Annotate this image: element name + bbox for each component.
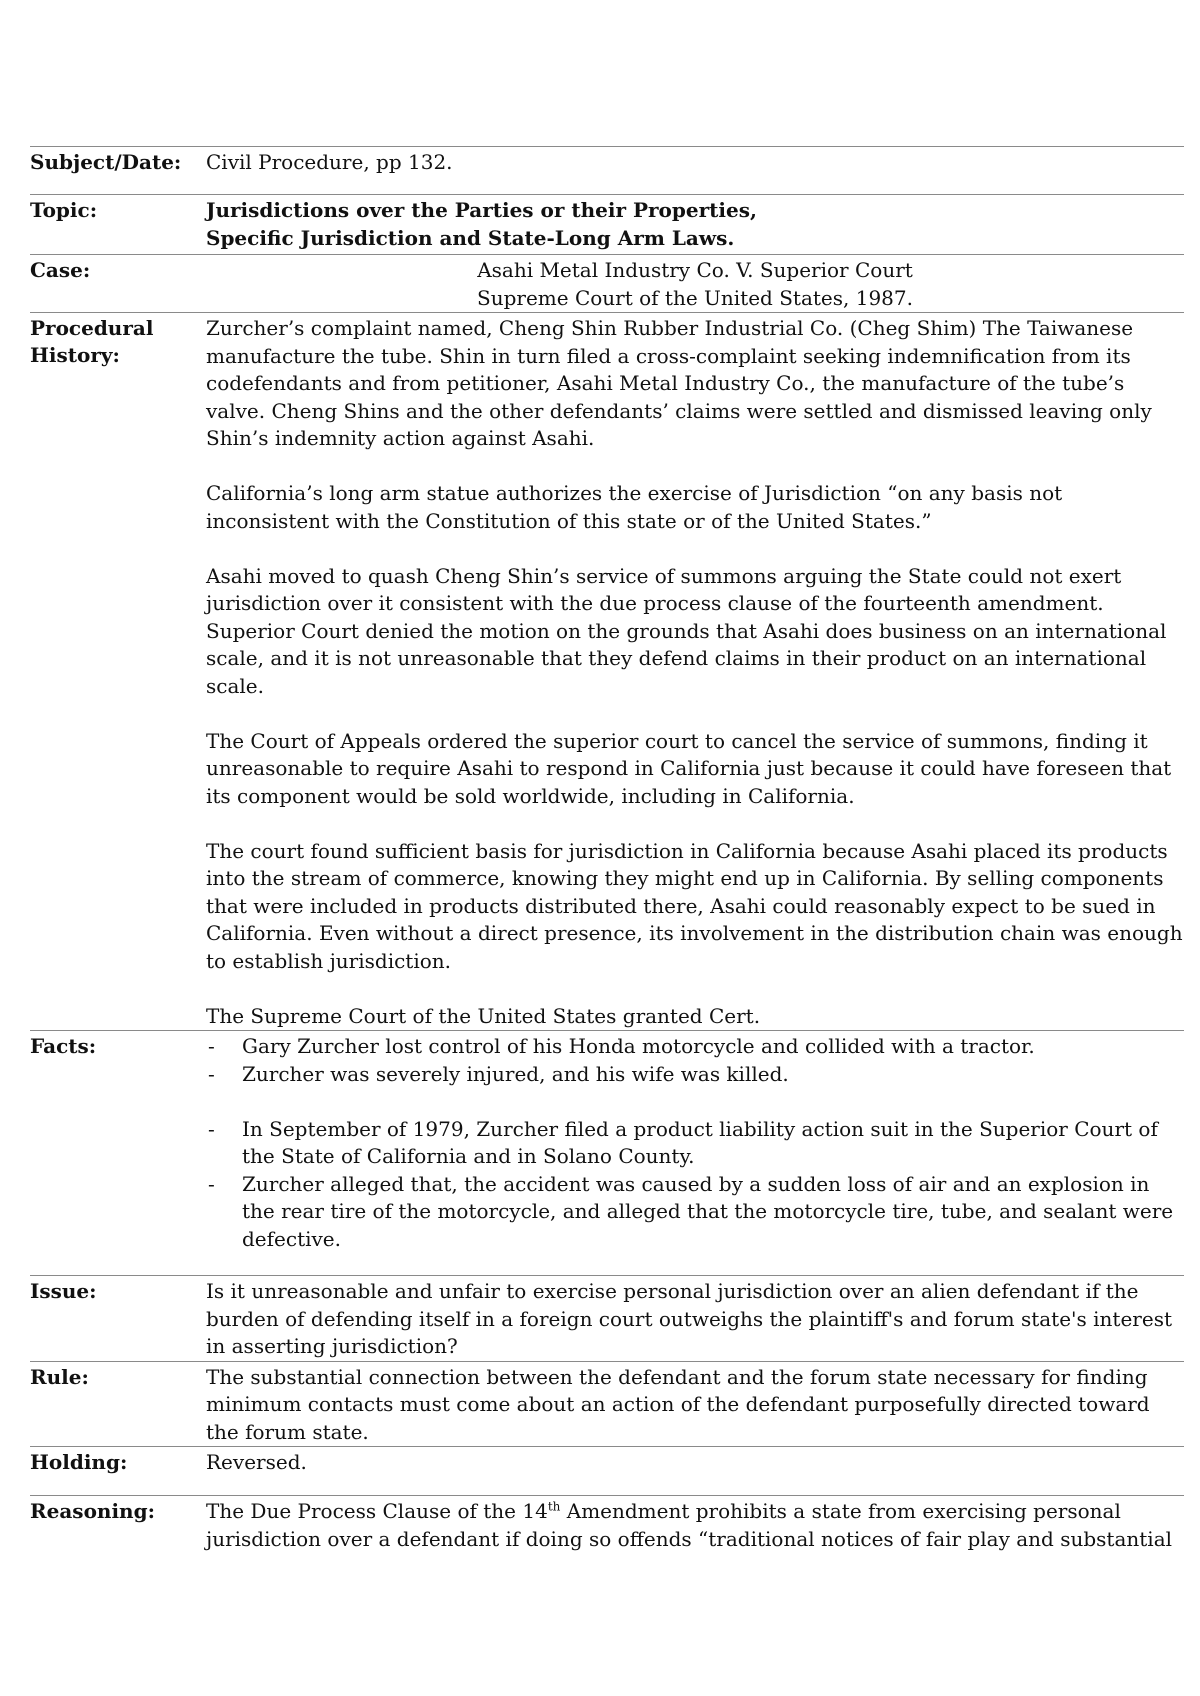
case-name: Asahi Metal Industry Co. V. Superior Court xyxy=(477,258,913,282)
issue-text: Is it unreasonable and unfair to exercise personal jurisdiction over an alien defendant if the burden of defending itself in a foreign court outweighs the plaintiff's and forum state's interest in asserting jurisdiction? xyxy=(206,1279,1173,1358)
fact-item: - Gary Zurcher lost control of his Honda motorcycle and collided with a tractor. xyxy=(206,1033,1184,1061)
reasoning-label: Reasoning: xyxy=(30,1499,155,1523)
reasoning-text-start: The Due Process Clause of the 14 xyxy=(206,1499,548,1523)
procedural-paragraph: The court found sufficient basis for jurisdiction in California because Asahi placed its products into the stream of commerce, knowing they might end up in California. By selling components that were included in products distributed there, Asahi could reasonably expect to be sued in California. Even without a direct presence, its involvement in the distribution chain was enough to establish jurisdiction. xyxy=(206,838,1183,973)
issue-label: Issue: xyxy=(30,1279,97,1303)
procedural-history-label xyxy=(30,313,206,1030)
facts-list-group-1 xyxy=(206,1033,1184,1088)
facts-label: Facts: xyxy=(30,1034,97,1058)
case-value xyxy=(206,255,1184,312)
case-court: Supreme Court of the United States, 1987. xyxy=(477,285,913,310)
rule-text: The substantial connection between the defendant and the forum state necessary for finding minimum contacts must come about an action of the defendant purposefully directed toward the forum state. xyxy=(206,1364,1150,1444)
procedural-paragraph: The Court of Appeals ordered the superior court to cancel the service of summons, finding it unreasonable to require Asahi to respond in California just because it could have foreseen that its component would be sold worldwide, including in California. xyxy=(206,728,1172,808)
topic-line-2: Specific Jurisdiction and State-Long Arm Laws. xyxy=(206,225,735,250)
subject-label: Subject/Date: xyxy=(30,150,182,174)
procedural-label-line-2: History: xyxy=(30,343,120,367)
procedural-paragraph: Asahi moved to quash Cheng Shin’s service of summons arguing the State could not exert jurisdiction over it consistent with the due process clause of the fourteenth amendment. Superior Court denied the motion on the grounds that Asahi does business on an international scale, and it is not unreasonable that they defend claims in their product on an international scale. xyxy=(206,563,1167,698)
holding-label: Holding: xyxy=(30,1450,128,1474)
reasoning-row xyxy=(30,1495,1184,1553)
fact-item: - In September of 1979, Zurcher filed a product liability action suit in the Superior Court of the State of California and in Solano County. xyxy=(206,1116,1184,1171)
fact-item: - Zurcher alleged that, the accident was caused by a sudden loss of air and an explosion in the rear tire of the motorcycle, and alleged that the motorcycle tire, tube, and sealant were defective. xyxy=(206,1171,1184,1254)
holding-text: Reversed. xyxy=(206,1450,307,1474)
facts-list-group-2 xyxy=(206,1116,1184,1254)
topic-label: Topic: xyxy=(30,198,98,222)
procedural-history-row xyxy=(30,312,1184,1030)
topic-value xyxy=(206,195,1184,254)
subject-value: Civil Procedure, pp 132. xyxy=(206,150,453,174)
topic-row xyxy=(30,194,1184,254)
procedural-label-line-1: Procedural xyxy=(30,316,154,340)
facts-list xyxy=(206,1031,1184,1275)
reasoning-text-rest: Amendment prohibits a state from exercising personal jurisdiction over a defendant if doing so offends “traditional notices of fair play and substantial xyxy=(206,1499,1173,1551)
case-brief-table xyxy=(30,146,1184,1553)
issue-row xyxy=(30,1275,1184,1361)
topic-line-1: Jurisdictions over the Parties or their Properties, xyxy=(206,198,757,222)
facts-row xyxy=(30,1030,1184,1275)
holding-row xyxy=(30,1446,1184,1495)
case-label: Case: xyxy=(30,258,91,282)
rule-row xyxy=(30,1361,1184,1447)
fact-item: - Zurcher was severely injured, and his wife was killed. xyxy=(206,1061,1184,1089)
procedural-paragraph: California’s long arm statue authorizes the exercise of Jurisdiction “on any basis not inconsistent with the Constitution of this state or of the United States.” xyxy=(206,481,1063,533)
reasoning-text xyxy=(206,1496,1184,1553)
subject-row xyxy=(30,146,1184,194)
procedural-paragraph: Zurcher’s complaint named, Cheng Shin Rubber Industrial Co. (Cheg Shim) The Taiwanese manufacture the tube. Shin in turn filed a cross-complaint seeking indemnification from its codefendants and from petitioner, Asahi Metal Industry Co., the manufacture of the tube’s valve. Cheng Shins and the other defendants’ claims were settled and dismissed leaving only Shin’s indemnity action against Asahi. xyxy=(206,316,1152,450)
ordinal-superscript: th xyxy=(547,1499,561,1514)
procedural-paragraph: The Supreme Court of the United States granted Cert. xyxy=(206,1003,761,1028)
rule-label: Rule: xyxy=(30,1364,89,1389)
case-row xyxy=(30,254,1184,312)
procedural-history-text xyxy=(206,313,1184,1030)
